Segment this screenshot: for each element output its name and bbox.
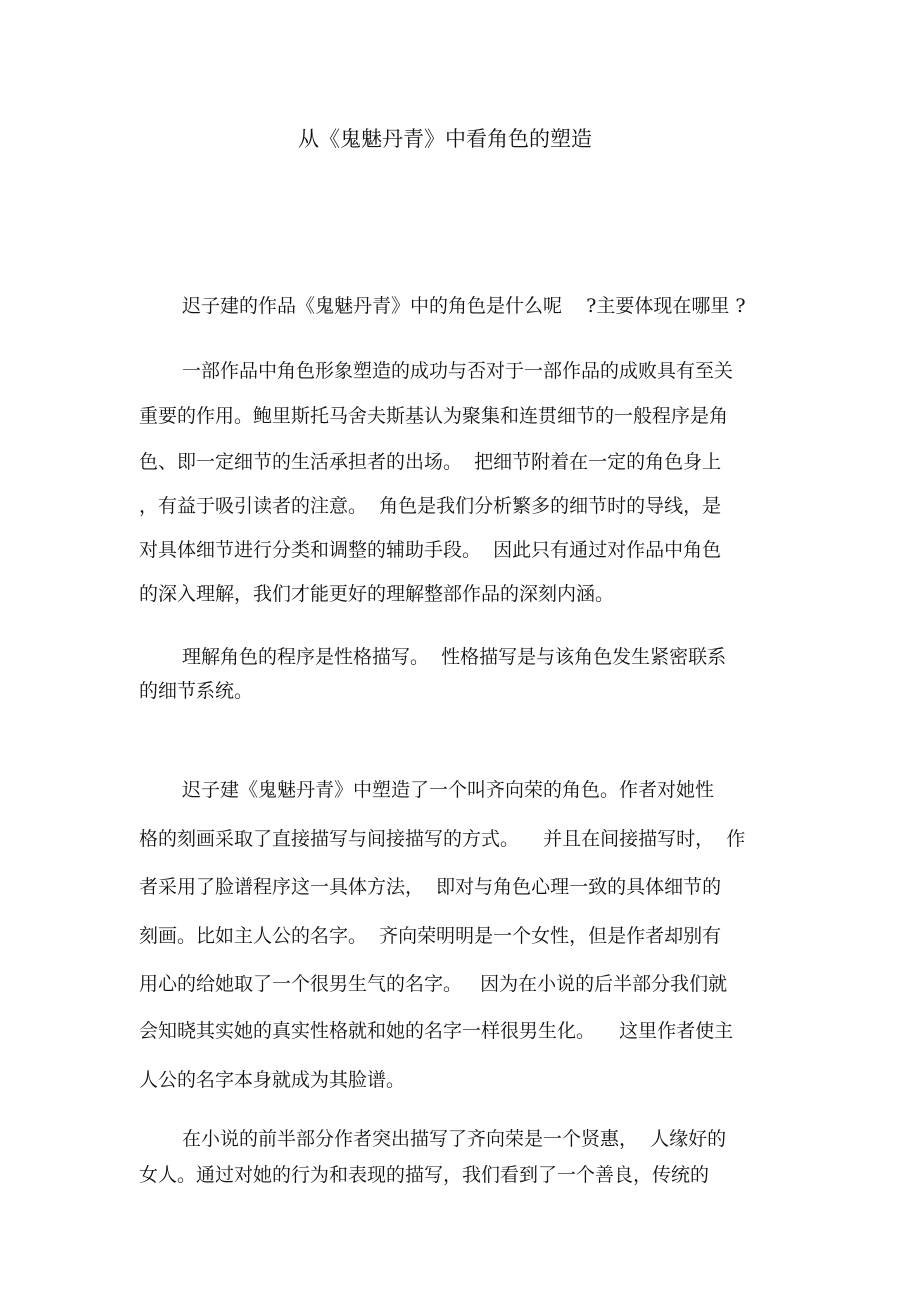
paragraph-3-line-4: 刻画。比如主人公的名字。 齐向荣明明是一个女性，但是作者却别有: [139, 925, 722, 947]
paragraph-1-line-6: 的深入理解，我们才能更好的理解整部作品的深刻内涵。: [139, 583, 615, 605]
paragraph-3-line-5: 用心的给她取了一个很男生气的名字。 因为在小说的后半部分我们就: [139, 973, 728, 995]
paragraph-1-line-1: 一部作品中角色形象塑造的成功与否对于一部作品的成败具有至关: [182, 360, 734, 382]
document-title: 从《鬼魅丹青》中看角色的塑造: [298, 127, 592, 151]
paragraph-2-line-2: 的细节系统。: [139, 680, 254, 702]
paragraph-4-line-1: 在小说的前半部分作者突出描写了齐向荣是一个贤惠， 人缘好的: [182, 1128, 727, 1150]
paragraph-3-line-7: 人公的名字本身就成为其脸谱。: [139, 1069, 406, 1091]
paragraph-3-line-2: 格的刻画采取了直接描写与间接描写的方式。 并且在间接描写时， 作: [139, 828, 746, 850]
paragraph-3-line-6: 会知晓其实她的真实性格就和她的名字一样很男生化。 这里作者使主: [139, 1020, 734, 1042]
paragraph-3-line-1: 迟子建《鬼魅丹青》中塑造了一个叫齐向荣的角色。作者对她性: [182, 779, 715, 801]
paragraph-3-line-3: 者采用了脸谱程序这一具体方法， 即对与角色心理一致的具体细节的: [139, 876, 722, 898]
paragraph-1-line-4: ，有益于吸引读者的注意。 角色是我们分析繁多的细节时的导线，是: [139, 495, 722, 517]
paragraph-1-line-5: 对具体细节进行分类和调整的辅助手段。 因此只有通过对作品中角色: [139, 539, 722, 561]
paragraph-1-line-2: 重要的作用。鲍里斯托马舍夫斯基认为聚集和连贯细节的一般程序是角: [139, 405, 729, 427]
paragraph-4-line-2: 女人。通过对她的行为和表现的描写，我们看到了一个善良，传统的: [139, 1164, 710, 1186]
paragraph-2-line-1: 理解角色的程序是性格描写。 性格描写是与该角色发生紧密联系: [182, 646, 727, 668]
paragraph-1-line-3: 色、即一定细节的生活承担者的出场。 把细节附着在一定的角色身上: [139, 451, 722, 473]
text-line-question: 迟子建的作品《鬼魅丹青》中的角色是什么呢 ?主要体现在哪里 ?: [182, 295, 746, 317]
